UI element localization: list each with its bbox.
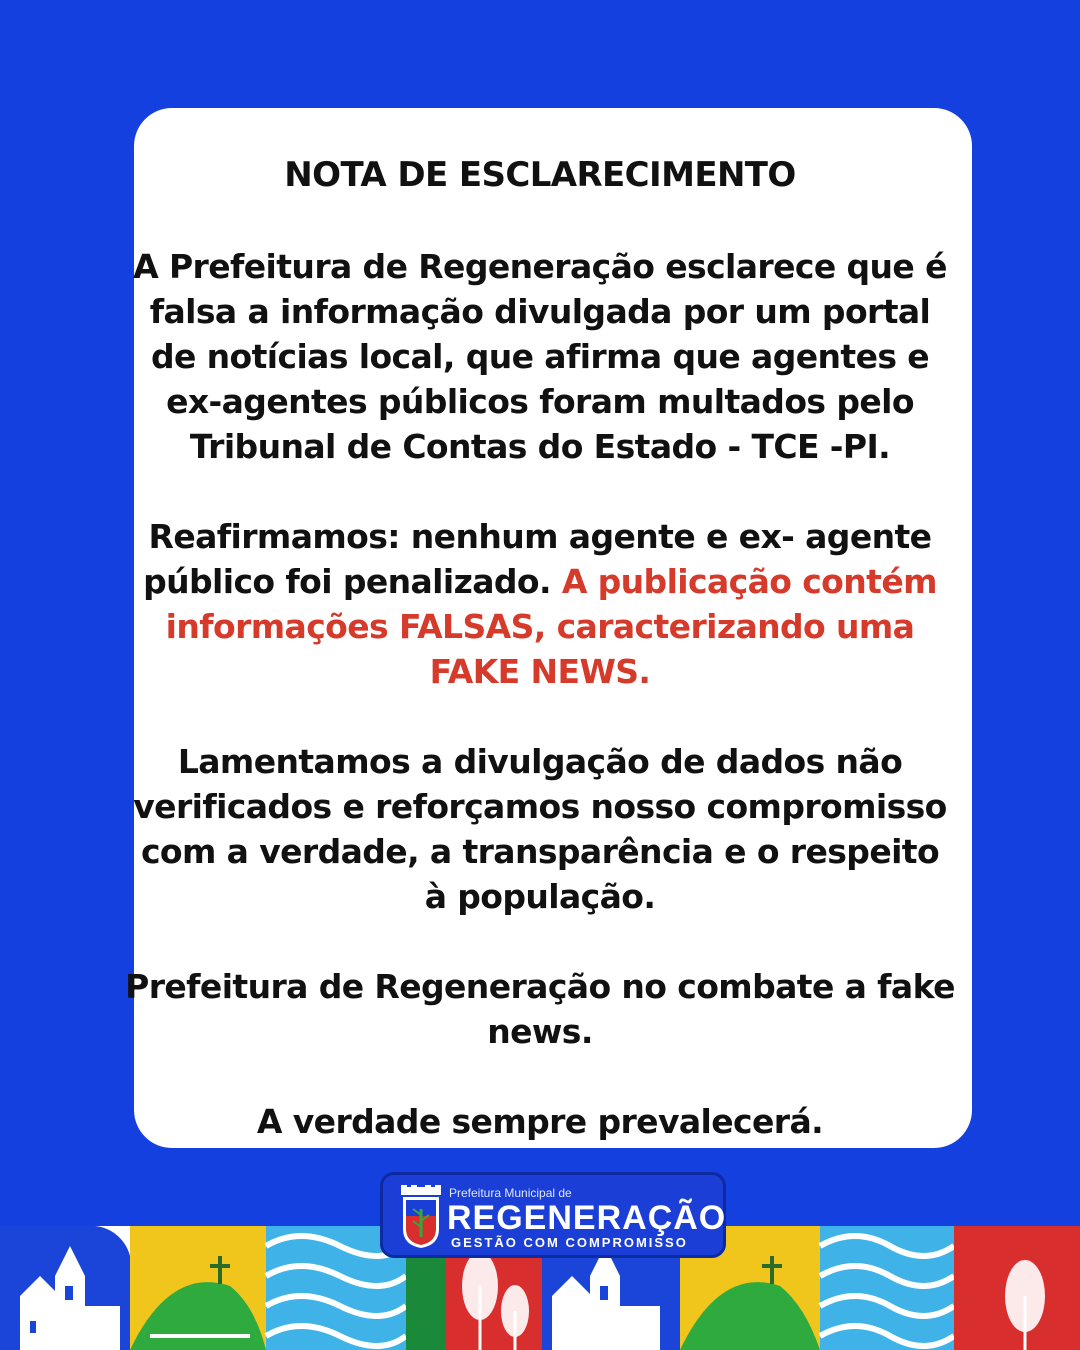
notice-paragraph-1 bbox=[0, 244, 1080, 469]
plant-illustration bbox=[954, 1226, 1080, 1350]
hill-cross-illustration bbox=[130, 1226, 266, 1350]
prefeitura-logo bbox=[380, 1172, 726, 1258]
notice-paragraph-3 bbox=[0, 739, 1080, 919]
text-line: verificados e reforçamos nosso compromisso bbox=[133, 787, 947, 826]
text-line: news. bbox=[487, 1012, 593, 1051]
text-line: à população. bbox=[424, 877, 656, 916]
text-line-mixed bbox=[0, 559, 1080, 604]
notice-title: NOTA DE ESCLARECIMENTO bbox=[284, 155, 796, 195]
text-line: ex-agentes públicos foram multados pelo bbox=[166, 382, 914, 421]
notice-paragraph-2 bbox=[0, 514, 1080, 694]
text-line: com a verdade, a transparência e o respeito bbox=[140, 832, 940, 871]
text-line: Lamentamos a divulgação de dados não bbox=[177, 742, 903, 781]
text-line: A Prefeitura de Regeneração esclarece que é bbox=[133, 247, 947, 286]
waves-pattern bbox=[820, 1226, 954, 1350]
logo-name: REGENERAÇÃO bbox=[447, 1199, 727, 1237]
text-line: falsa a informação divulgada por um portal bbox=[149, 292, 931, 331]
logo-small-text: Prefeitura Municipal de bbox=[449, 1186, 572, 1200]
fake-news-highlight: A publicação contém bbox=[561, 562, 937, 601]
text-normal: público foi penalizado. bbox=[143, 562, 551, 601]
city-shield-icon bbox=[399, 1185, 443, 1249]
text-line: Tribunal de Contas do Estado - TCE -PI. bbox=[189, 427, 891, 466]
text-line: Reafirmamos: nenhum agente e ex- agente bbox=[148, 517, 932, 556]
text-line: Prefeitura de Regeneração no combate a fake bbox=[125, 967, 955, 1006]
text-line: de notícias local, que afirma que agentes e bbox=[150, 337, 930, 376]
notice-paragraph-4 bbox=[0, 964, 1080, 1054]
fake-news-highlight: informações FALSAS, caracterizando uma bbox=[165, 607, 915, 646]
fake-news-highlight: FAKE NEWS. bbox=[429, 652, 651, 691]
notice-closing: A verdade sempre prevalecerá. bbox=[256, 1102, 824, 1141]
logo-tagline: GESTÃO COM COMPROMISSO bbox=[451, 1235, 688, 1250]
church-illustration bbox=[0, 1226, 130, 1350]
